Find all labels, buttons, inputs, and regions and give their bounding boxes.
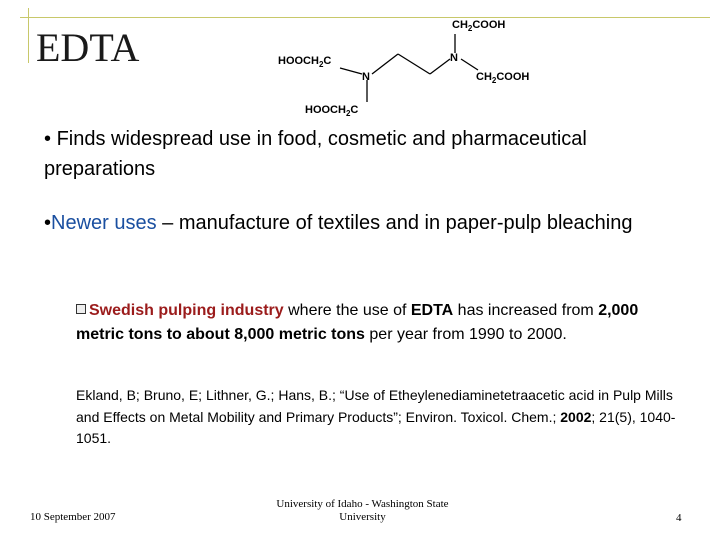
group-bottom-label: $HOOCH_2C$ [305, 104, 359, 118]
sub-bullet-text: has increased from [453, 302, 599, 319]
footer-institution-line2: University [339, 511, 386, 523]
bond-n1-ch2a [372, 54, 398, 74]
slide-title: EDTA [36, 25, 140, 70]
group-left-label: $HOOCH_2C$ [278, 55, 332, 69]
bond-ch2b-n2 [430, 59, 450, 74]
bond-n2-c4 [461, 59, 478, 70]
highlight-swedish-industry: Swedish pulping industry [89, 302, 284, 319]
sub-bullet-text: per year from 1990 to 2000. [364, 326, 567, 343]
sub-bullet-text: where the use of [283, 302, 411, 319]
edta-structure-diagram [270, 12, 560, 120]
citation-year: 2002 [560, 408, 592, 425]
nitrogen-atom-2: N [450, 52, 458, 64]
bullet-widespread-use [44, 124, 684, 184]
highlight-edta: EDTA [410, 302, 454, 319]
bond-c1-n1 [340, 68, 362, 74]
bullet-accent-text: Newer uses [51, 212, 157, 234]
bullet-newer-uses [44, 208, 684, 238]
bond-ch2a-ch2b [398, 54, 430, 74]
highlight-tonnage: 2,000 metric tons to about 8,000 metric tons [76, 302, 639, 343]
bullet-marker: • [44, 212, 52, 234]
square-bullet-icon [76, 304, 86, 314]
footer-date: 10 September 2007 [30, 511, 116, 523]
footer-institution [245, 498, 480, 524]
footer-institution-line1: University of Idaho - Washington State [276, 498, 449, 510]
bullet-text: – manufacture of textiles and in paper-pulp bleaching [156, 212, 633, 234]
group-right-label: $CH_2COOH$ [476, 71, 530, 85]
group-top-label: $CH_2COOH$ [452, 19, 506, 33]
citation-text: ; 21(5), 1040-1051. [76, 408, 676, 446]
bullet-marker: • [44, 128, 52, 150]
citation-text: Ekland, B; Bruno, E; Lithner, G.; Hans, B.; “Use of Etheylenediaminetetraacetic acid in Pulp Mills and Effects on Metal Mobility and Primary Products”; Environ. Toxicol. Chem.; [76, 387, 673, 425]
bullet-text: Finds widespread use in food, cosmetic and pharmaceutical preparations [44, 128, 587, 180]
page-number: 4 [676, 512, 682, 524]
edta-structure-svg [270, 12, 560, 120]
sub-bullet-swedish-industry [76, 299, 676, 347]
nitrogen-atom-1: N [362, 71, 370, 83]
citation-reference [76, 385, 676, 450]
